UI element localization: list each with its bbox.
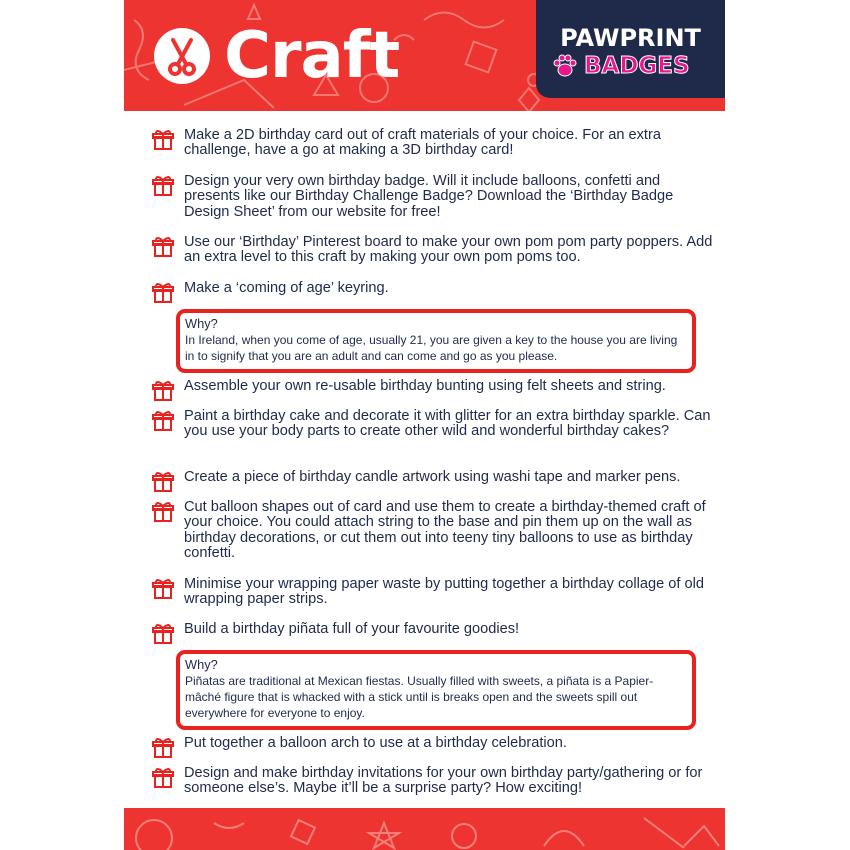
gift-icon [152, 282, 174, 304]
gift-icon [152, 471, 174, 493]
gift-icon [152, 737, 174, 759]
item-text: Make a ‘coming of age’ keyring. [184, 280, 389, 296]
item-text: Assemble your own re-usable birthday bunting using felt sheets and string. [184, 378, 666, 394]
gift-icon [152, 380, 174, 402]
item-text: Use our ‘Birthday’ Pinterest board to make your own pom pom party poppers. Add an extra level to this craft by making your own pom poms too. [184, 234, 713, 266]
item-text: Make a 2D birthday card out of craft materials of your choice. For an extra challenge, have a go at making a 3D birthday card! [184, 127, 661, 159]
gift-icon [152, 578, 174, 600]
why-box [176, 309, 696, 373]
brand-name-line1: PAWPRINT [560, 24, 701, 52]
scissors-badge [154, 28, 210, 84]
party-doodles [124, 808, 725, 850]
gift-icon [152, 623, 174, 645]
item-text: Design and make birthday invitations for your own birthday party/gathering or for someone else’s. Maybe it’ll be a surprise party? How exciting! [184, 765, 703, 797]
item-text: Paint a birthday cake and decorate it with glitter for an extra birthday sparkle. Can you use your body parts to create other wild and wonderful birthday cakes? [184, 408, 711, 440]
why-text: In Ireland, when you come of age, usually 21, you are given a key to the house you are living in to signify that you are an adult and can come and go as you please. [185, 333, 678, 363]
craft-sheet [124, 0, 725, 850]
why-title: Why? [185, 316, 218, 331]
gift-icon [152, 175, 174, 197]
item-text: Put together a balloon arch to use at a birthday celebration. [184, 735, 567, 751]
why-box [176, 650, 696, 730]
gift-icon [152, 236, 174, 258]
footer-banner [124, 808, 725, 850]
item-text: Design your very own birthday badge. Will it include balloons, confetti and presents like our Birthday Challenge Badge? Download the ‘Birthday Badge Design Sheet’ from our website for free! [184, 173, 674, 220]
item-text: Create a piece of birthday candle artwork using washi tape and marker pens. [184, 469, 681, 485]
gift-icon [152, 410, 174, 432]
item-text: Build a birthday piñata full of your favourite goodies! [184, 621, 520, 637]
brand-logo [536, 0, 725, 98]
scissors-icon [154, 28, 210, 84]
why-text: Piñatas are traditional at Mexican fiestas. Usually filled with sweets, a piñata is a Papier-mâché figure that is whacked with a stick until is breaks open and the sweets spill out everywhere for everyone to enjoy. [185, 674, 654, 720]
item-text: Cut balloon shapes out of card and use them to create a birthday-themed craft of your choice. You could attach string to the base and pin them up on the wall as birthday decorations, or cut them out into teeny tiny balloons to use as birthday confetti. [184, 499, 706, 561]
item-text: Minimise your wrapping paper waste by putting together a birthday collage of old wrapping paper strips. [184, 576, 704, 608]
brand-name-line2: BADGES [584, 53, 690, 79]
header-banner [124, 0, 725, 111]
page-title: Craft [224, 19, 400, 93]
gift-icon [152, 501, 174, 523]
why-title: Why? [185, 657, 218, 672]
paw-icon [552, 54, 578, 78]
gift-icon [152, 767, 174, 789]
gift-icon [152, 129, 174, 151]
